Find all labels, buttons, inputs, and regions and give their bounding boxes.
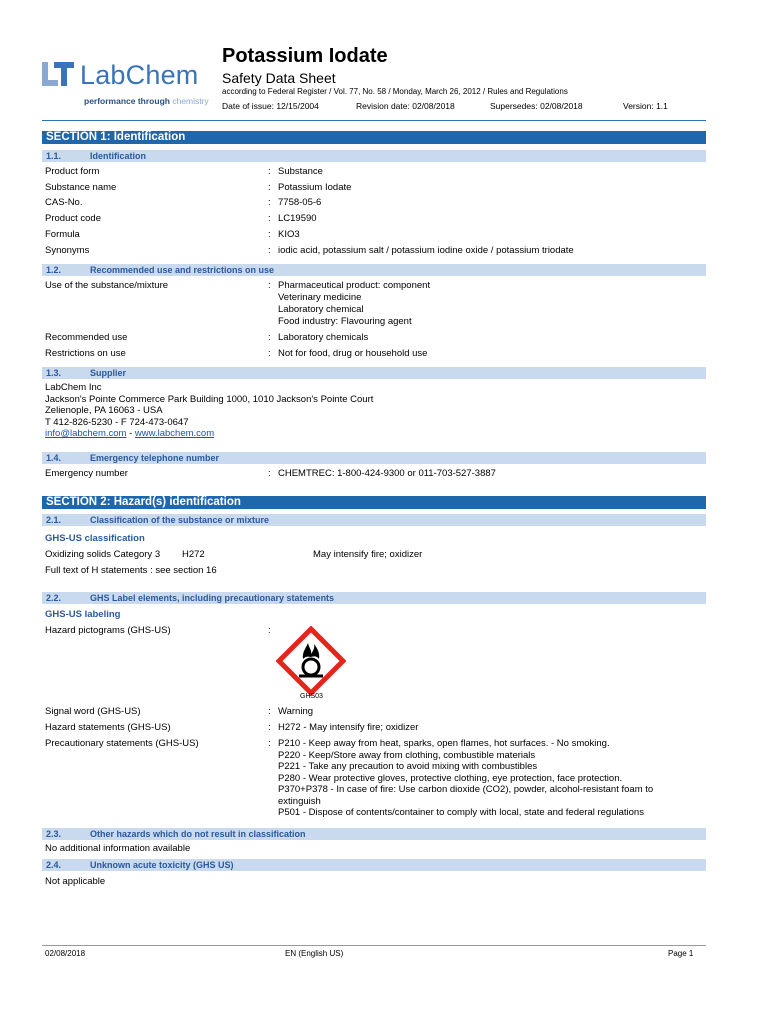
row-value: Substance — [278, 166, 323, 177]
email-link[interactable]: info@labchem.com — [45, 428, 127, 439]
precautionary-list — [278, 738, 653, 819]
date-of-issue: Date of issue: 12/15/2004 — [222, 101, 319, 111]
ghs-classification-heading: GHS-US classification — [45, 533, 145, 544]
emergency-label: Emergency number — [45, 468, 128, 479]
footer-date: 02/08/2018 — [45, 949, 86, 958]
supplier-name: LabChem Inc — [45, 382, 102, 393]
subsection-2-4: 2.4. Unknown acute toxicity (GHS US) — [42, 859, 706, 871]
use-value: Pharmaceutical product: component — [278, 280, 431, 291]
supplier-phone: T 412-826-5230 - F 724-473-0647 — [45, 416, 189, 428]
use-value: Food industry: Flavouring agent — [278, 316, 412, 327]
signal-word-label: Signal word (GHS-US) — [45, 706, 141, 717]
subsection-2-2: 2.2. GHS Label elements, including precautionary statements — [42, 592, 706, 604]
subsection-2-1: 2.1. Classification of the substance or mixture — [42, 514, 706, 526]
classification-category: Oxidizing solids Category 3 — [45, 549, 161, 560]
recommended-use-label: Recommended use — [45, 332, 128, 343]
logo-tagline: performance through chemistry — [84, 96, 209, 106]
row-value: 7758-05-6 — [278, 197, 322, 208]
version: Version: 1.1 — [623, 101, 668, 111]
labchem-logo — [42, 60, 222, 110]
document-subtitle: Safety Data Sheet — [222, 70, 336, 86]
classification-description: May intensify fire; oxidizer — [313, 549, 423, 560]
precaution-item: extinguish — [278, 795, 321, 807]
recommended-use-value: Laboratory chemicals — [278, 332, 369, 343]
pictogram-label: Hazard pictograms (GHS-US) — [45, 625, 171, 636]
use-label: Use of the substance/mixture — [45, 280, 169, 291]
restrictions-label: Restrictions on use — [45, 348, 126, 359]
row-label: Product form — [45, 166, 100, 177]
pictogram-caption: GHS03 — [300, 693, 323, 700]
emergency-value: CHEMTREC: 1-800-424-9300 or 011-703-527-3887 — [278, 468, 496, 479]
row-value: LC19590 — [278, 213, 317, 224]
precaution-item: P210 - Keep away from heat, sparks, open flames, hot surfaces. - No smoking. — [278, 738, 610, 749]
precaution-item: P221 - Take any precaution to avoid mixing with combustibles — [278, 761, 538, 772]
precaution-item: P280 - Wear protective gloves, protective clothing, eye protection, face protection. — [278, 772, 623, 784]
subsection-1-1: 1.1. Identification — [42, 150, 706, 162]
row-label: Formula — [45, 229, 80, 240]
acute-toxicity-text: Not applicable — [45, 876, 106, 887]
footer-divider — [42, 945, 706, 946]
row-value: iodic acid, potassium salt / potassium iodine oxide / potassium triodate — [278, 245, 574, 256]
row-label: CAS-No. — [45, 197, 83, 208]
row-label: Substance name — [45, 182, 117, 193]
row-label: Synonyms — [45, 245, 90, 256]
supplier-block: LabChem Inc Jackson's Pointe Commerce Park Building 1000, 1010 Jackson's Pointe Court Zelienople, PA 16063 - USA T 412-826-5230 - F 724-473-0647 info@labchem.com - www.labchem.com — [45, 382, 374, 439]
header-divider — [42, 120, 706, 121]
use-value: Veterinary medicine — [278, 292, 362, 303]
subsection-1-3: 1.3. Supplier — [42, 367, 706, 379]
supersedes-date: Supersedes: 02/08/2018 — [490, 101, 583, 111]
use-value: Laboratory chemical — [278, 304, 364, 315]
revision-date: Revision date: 02/08/2018 — [356, 101, 455, 111]
flame-over-circle-icon — [276, 626, 346, 696]
subsection-1-4: 1.4. Emergency telephone number — [42, 452, 706, 464]
other-hazards-text: No additional information available — [45, 843, 191, 854]
supplier-address: Jackson's Pointe Commerce Park Building 1000, 1010 Jackson's Pointe Court — [45, 393, 374, 405]
precaution-item: P370+P378 - In case of fire: Use carbon dioxide (CO2), powder, alcohol-resistant foam to — [278, 784, 654, 795]
ghs-labeling-heading: GHS-US labeling — [45, 609, 121, 620]
row-value: KIO3 — [278, 229, 300, 240]
row-value: Potassium Iodate — [278, 182, 352, 193]
subsection-1-2: 1.2. Recommended use and restrictions on use — [42, 264, 706, 276]
full-text-note: Full text of H statements : see section 16 — [45, 565, 217, 576]
logo-wordmark: LabChem — [80, 60, 199, 90]
signal-word-value: Warning — [278, 706, 314, 717]
regulation-reference: according to Federal Register / Vol. 77, No. 58 / Monday, March 26, 2012 / Rules and Regulations — [222, 87, 568, 96]
section-2-heading: SECTION 2: Hazard(s) identification — [42, 496, 706, 509]
hazard-statements-label: Hazard statements (GHS-US) — [45, 722, 171, 733]
precaution-item: P501 - Dispose of contents/container to comply with local, state and federal regulations — [278, 807, 644, 818]
labchem-logo-icon — [42, 62, 76, 88]
supplier-city: Zelienople, PA 16063 - USA — [45, 405, 163, 416]
restrictions-value: Not for food, drug or household use — [278, 348, 428, 359]
classification-code: H272 — [182, 549, 205, 560]
section-1-heading: SECTION 1: Identification — [42, 131, 706, 144]
precautionary-label: Precautionary statements (GHS-US) — [45, 738, 199, 749]
website-link[interactable]: www.labchem.com — [134, 428, 215, 439]
footer-language: EN (English US) — [285, 949, 344, 958]
hazard-statements-value: H272 - May intensify fire; oxidizer — [278, 722, 419, 733]
footer-page-number: Page 1 — [668, 949, 694, 958]
precaution-item: P220 - Keep/Store away from clothing, combustible materials — [278, 749, 536, 761]
subsection-2-3: 2.3. Other hazards which do not result in classification — [42, 828, 706, 840]
row-label: Product code — [45, 213, 101, 224]
document-title: Potassium Iodate — [222, 45, 388, 67]
